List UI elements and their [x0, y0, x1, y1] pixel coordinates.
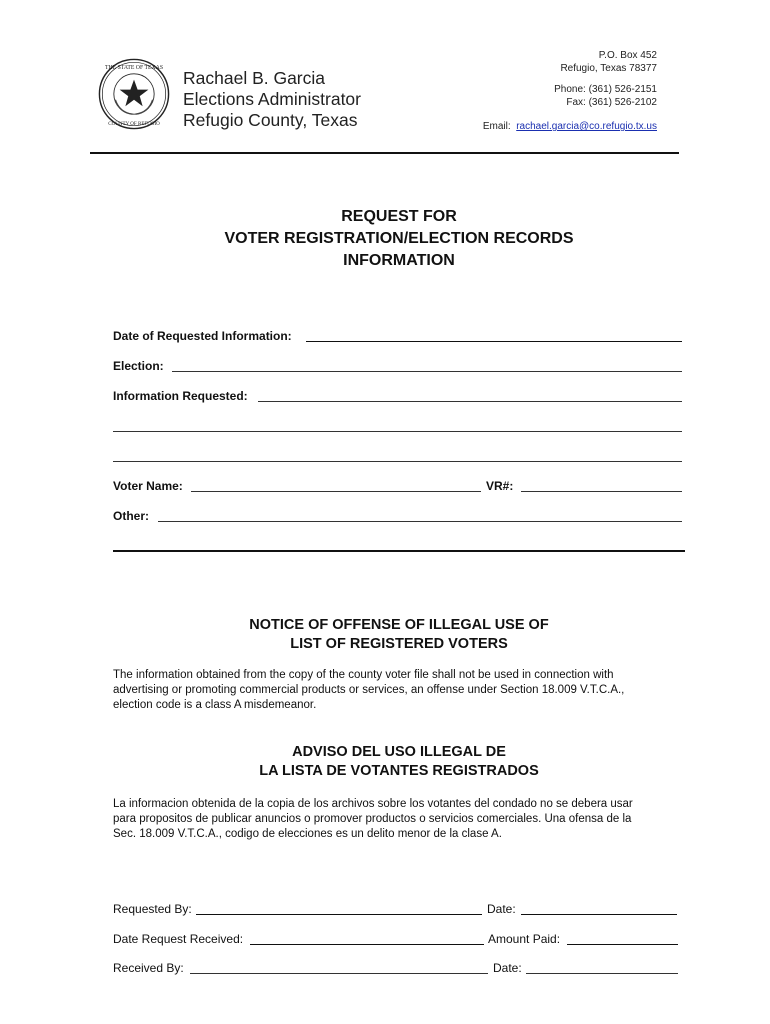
info-requested-field-line-3[interactable]	[113, 461, 682, 462]
administrator-role: Elections Administrator	[183, 89, 361, 109]
office-block	[183, 68, 361, 131]
title-line-1: REQUEST FOR	[341, 208, 457, 225]
date-label-1: Date:	[487, 902, 516, 916]
po-box: P.O. Box 452	[598, 50, 657, 61]
notice-es-line-3: Sec. 18.009 V.T.C.A., codigo de elecciones es un delito menor de la clase A.	[113, 828, 502, 840]
page-title	[0, 206, 770, 272]
date-requested-field[interactable]	[306, 341, 682, 342]
date-requested-label: Date of Requested Information:	[113, 329, 292, 343]
city-zip: Refugio, Texas 78377	[560, 62, 657, 74]
requested-by-field[interactable]	[196, 914, 482, 915]
email-link[interactable]: rachael.garcia@co.refugio.tx.us	[516, 121, 657, 132]
notice-heading-es-line-1: ADVISO DEL USO ILLEGAL DE	[292, 744, 506, 760]
voter-name-field[interactable]	[191, 491, 481, 492]
contact-block	[483, 50, 657, 134]
county-name: Refugio County, Texas	[183, 110, 358, 130]
notice-heading-es	[0, 743, 770, 781]
amount-paid-label: Amount Paid:	[488, 932, 561, 946]
amount-paid-field[interactable]	[567, 944, 678, 945]
notice-text-en	[113, 668, 688, 713]
fax: Fax: (361) 526-2102	[566, 96, 657, 108]
received-by-field[interactable]	[190, 973, 488, 974]
header-divider	[90, 152, 679, 154]
date-received-label: Date Request Received:	[113, 932, 244, 946]
info-requested-label: Information Requested:	[113, 389, 248, 403]
notice-en-line-1: The information obtained from the copy of the county voter file shall not be used in connection with	[113, 669, 614, 681]
info-requested-field-line-2[interactable]	[113, 431, 682, 432]
date-field-1[interactable]	[521, 914, 677, 915]
county-seal-icon	[98, 58, 170, 130]
title-line-3: INFORMATION	[343, 252, 455, 269]
notice-en-line-3: election code is a class A misdemeanor.	[113, 699, 317, 711]
date-field-2[interactable]	[526, 973, 678, 974]
election-label: Election:	[113, 359, 164, 373]
administrator-name: Rachael B. Garcia	[183, 68, 326, 88]
received-by-label: Received By:	[113, 961, 184, 975]
notice-heading-en	[0, 616, 770, 654]
notice-en-line-2: advertising or promoting commercial products or services, an offense under Section 18.009 V.T.C.A.,	[113, 684, 625, 696]
vr-number-label: VR#:	[486, 479, 514, 493]
election-field[interactable]	[172, 371, 682, 372]
voter-name-label: Voter Name:	[113, 479, 183, 493]
notice-es-line-2: para propositos de publicar anuncios o promover productos o servicios comerciales. Una ofensa de la	[113, 813, 632, 825]
vr-number-field[interactable]	[521, 491, 682, 492]
requested-by-label: Requested By:	[113, 902, 192, 916]
phone: Phone: (361) 526-2151	[554, 84, 657, 95]
info-requested-field[interactable]	[258, 401, 682, 402]
notice-heading-en-line-2: LIST OF REGISTERED VOTERS	[290, 636, 508, 652]
seal-bottom-text: COUNTY OF REFUGIO	[108, 121, 160, 127]
notice-heading-en-line-1: NOTICE OF OFFENSE OF ILLEGAL USE OF	[249, 617, 549, 633]
notice-es-line-1: La informacion obtenida de la copia de los archivos sobre los votantes del condado no se debera usar	[113, 798, 633, 810]
date-received-field[interactable]	[250, 944, 484, 945]
seal-top-text: THE STATE OF TEXAS	[104, 64, 164, 71]
other-field[interactable]	[158, 521, 682, 522]
email-row	[483, 121, 657, 134]
notice-text-es	[113, 797, 688, 842]
title-line-2: VOTER REGISTRATION/ELECTION RECORDS	[224, 230, 574, 247]
date-label-2: Date:	[493, 961, 522, 975]
email-label: Email:	[482, 121, 511, 132]
other-label: Other:	[113, 509, 149, 523]
form-divider	[113, 550, 685, 552]
notice-heading-es-line-2: LA LISTA DE VOTANTES REGISTRADOS	[259, 763, 539, 779]
